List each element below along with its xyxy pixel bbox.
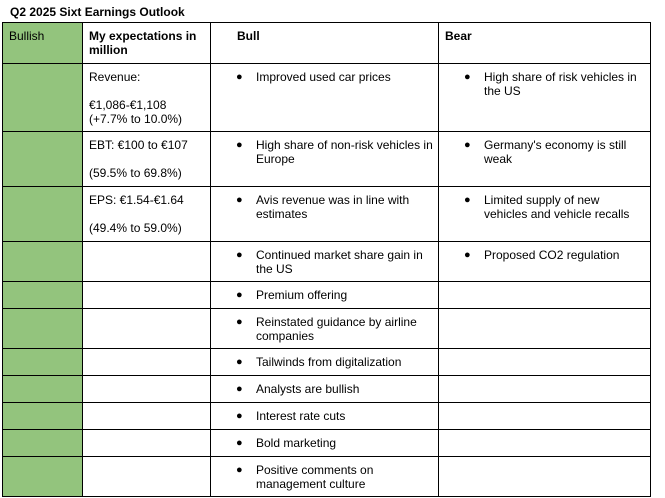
expectation-cell [83, 132, 211, 187]
bull-cell [211, 242, 439, 282]
bullet-icon: ● [236, 194, 243, 206]
table-row [3, 349, 651, 376]
bear-bullet-item [439, 242, 650, 266]
bull-bullet-item [211, 282, 438, 306]
bull-point-text: Tailwinds from digitalization [256, 355, 402, 369]
table-row [3, 64, 651, 132]
expectation-cell [83, 376, 211, 403]
bull-bullet-item [211, 349, 438, 373]
table-row [3, 282, 651, 309]
bear-cell [439, 187, 651, 242]
header-bear: Bear [439, 23, 651, 64]
earnings-outlook-table [2, 22, 651, 497]
bull-cell [211, 349, 439, 376]
bull-bullet-item [211, 187, 438, 225]
bear-point-text: Limited supply of new vehicles and vehicle recalls [484, 193, 630, 221]
bear-bullet-item [439, 132, 650, 170]
bullet-icon: ● [236, 249, 243, 261]
bullish-fill-cell [3, 403, 83, 430]
bullish-fill-cell [3, 187, 83, 242]
bear-cell [439, 132, 651, 187]
bull-bullet-item [211, 430, 438, 454]
bull-bullet-item [211, 457, 438, 495]
bull-bullet-item [211, 376, 438, 400]
bull-point-text: Premium offering [256, 288, 348, 302]
bull-point-text: Interest rate cuts [256, 409, 346, 423]
expectation-cell [83, 282, 211, 309]
bear-cell [439, 349, 651, 376]
bullet-icon: ● [464, 249, 471, 261]
bull-point-text: Avis revenue was in line with estimates [256, 193, 410, 221]
table-row [3, 132, 651, 187]
bullish-fill-cell [3, 282, 83, 309]
bull-bullet-item [211, 309, 438, 347]
bear-cell [439, 430, 651, 457]
bullish-fill-cell [3, 242, 83, 282]
bull-cell [211, 376, 439, 403]
table-row [3, 376, 651, 403]
document-title: Q2 2025 Sixt Earnings Outlook [10, 5, 185, 19]
bull-point-text: Bold marketing [256, 436, 337, 450]
bull-cell [211, 132, 439, 187]
bear-bullet-item [439, 64, 650, 102]
expectation-line: EBT: €100 to €107 [89, 138, 188, 152]
bullish-fill-cell [3, 309, 83, 349]
bullet-icon: ● [236, 464, 243, 476]
bull-cell [211, 64, 439, 132]
bullet-icon: ● [236, 356, 243, 368]
bear-bullet-item [439, 187, 650, 225]
expectation-cell [83, 403, 211, 430]
bear-point-text: Proposed CO2 regulation [484, 248, 620, 262]
bull-bullet-item [211, 64, 438, 88]
bullet-icon: ● [236, 71, 243, 83]
bullish-fill-cell [3, 132, 83, 187]
bullet-icon: ● [464, 71, 471, 83]
bear-point-text: High share of risk vehicles in the US [484, 70, 637, 98]
bear-cell [439, 403, 651, 430]
bull-cell [211, 457, 439, 497]
bullish-fill-cell [3, 430, 83, 457]
bull-bullet-item [211, 403, 438, 427]
table-row [3, 242, 651, 282]
bull-point-text: Analysts are bullish [256, 382, 360, 396]
bullet-icon: ● [236, 289, 243, 301]
bear-cell [439, 376, 651, 403]
bull-point-text: High share of non-risk vehicles in Europe [256, 138, 433, 166]
bullet-icon: ● [464, 194, 471, 206]
expectation-cell [83, 309, 211, 349]
expectation-cell [83, 457, 211, 497]
bullet-icon: ● [464, 139, 471, 151]
expectation-cell [83, 64, 211, 132]
bullet-icon: ● [236, 316, 243, 328]
expectation-cell [83, 242, 211, 282]
bull-bullet-item [211, 242, 438, 280]
expectation-line: (49.4% to 59.0%) [89, 221, 182, 235]
bull-cell [211, 282, 439, 309]
expectation-line: (59.5% to 69.8%) [89, 166, 182, 180]
bullet-icon: ● [236, 139, 243, 151]
bear-cell [439, 457, 651, 497]
expectation-cell [83, 349, 211, 376]
bear-cell [439, 282, 651, 309]
bullet-icon: ● [236, 383, 243, 395]
header-bullish: Bullish [3, 23, 83, 64]
bull-cell [211, 403, 439, 430]
bullish-fill-cell [3, 457, 83, 497]
expectation-line: (+7.7% to 10.0%) [89, 112, 183, 126]
bullish-fill-cell [3, 349, 83, 376]
bear-cell [439, 309, 651, 349]
expectation-line: EPS: €1.54-€1.64 [89, 193, 184, 207]
bull-point-text: Continued market share gain in the US [256, 248, 423, 276]
bull-point-text: Positive comments on management culture [256, 463, 374, 491]
table-row [3, 457, 651, 497]
bullet-icon: ● [236, 410, 243, 422]
bear-cell [439, 242, 651, 282]
bear-point-text: Germany's economy is still weak [484, 138, 627, 166]
bull-cell [211, 430, 439, 457]
header-bull: Bull [211, 23, 439, 64]
bullish-fill-cell [3, 64, 83, 132]
table-row [3, 187, 651, 242]
bull-cell [211, 309, 439, 349]
header-row [3, 23, 651, 64]
bullet-icon: ● [236, 437, 243, 449]
table-row [3, 430, 651, 457]
table-row [3, 403, 651, 430]
bull-cell [211, 187, 439, 242]
table-row [3, 309, 651, 349]
header-expectations: My expectations in million [83, 23, 211, 64]
bear-cell [439, 64, 651, 132]
expectation-line: Revenue: [89, 70, 141, 84]
bull-bullet-item [211, 132, 438, 170]
bull-point-text: Reinstated guidance by airline companies [256, 315, 417, 343]
bull-point-text: Improved used car prices [256, 70, 391, 84]
bullish-fill-cell [3, 376, 83, 403]
expectation-cell [83, 430, 211, 457]
expectation-line: €1,086-€1,108 [89, 98, 167, 112]
expectation-cell [83, 187, 211, 242]
